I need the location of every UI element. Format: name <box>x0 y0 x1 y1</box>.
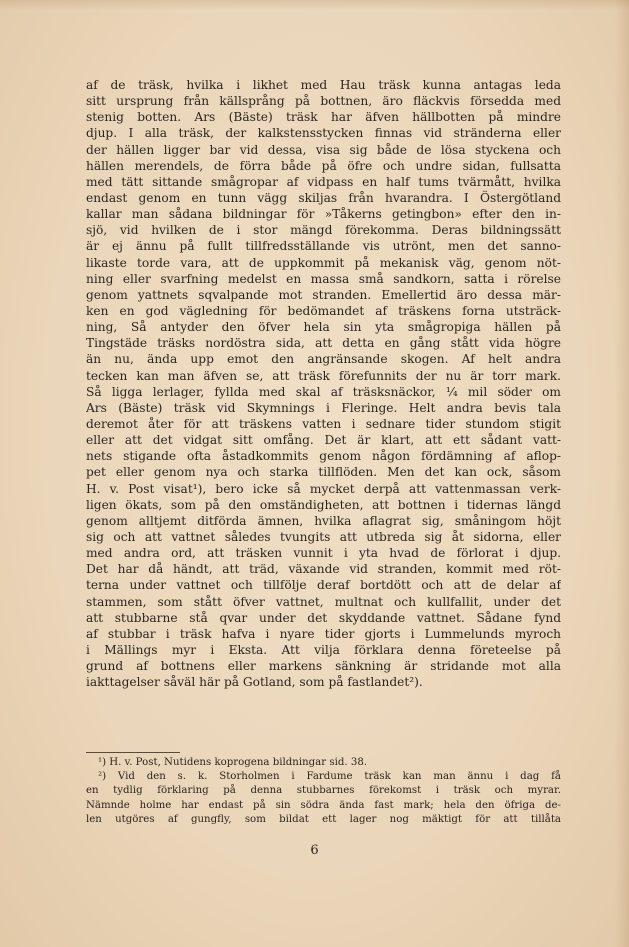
body-line-last: iakttagelser såväl här på Gotland, som på fastlandet²). <box>86 675 423 690</box>
body-line: af stubbar i träsk hafva i nyare tider gjorts i Lummelunds myroch <box>86 626 561 641</box>
footnote-2-line: Nämnde holme har endast på sin södra ända fast mark; hela den öfriga de- <box>86 799 561 811</box>
body-line: der hällen ligger bar vid dessa, visa sig både de lösa styckena och <box>86 142 561 157</box>
body-line: ning, Så antyder den öfver hela sin yta smågropiga hällen på <box>86 320 561 335</box>
footnote-2-line: len utgöres af gungfly, som bildat ett lager nog mäktigt för att tillåta <box>86 813 561 825</box>
body-line: än nu, ända upp emot den angränsande skogen. Af helt andra <box>86 352 561 367</box>
body-line: pet eller genom nya och starka tillflöden. Men det kan ock, såsom <box>86 465 561 480</box>
body-line: tecken kan man äfven se, att träsk förefunnits der nu är torr mark. <box>86 368 561 383</box>
page-number: 6 <box>310 843 319 858</box>
body-line: sitt ursprung från källsprång på bottnen, äro fläckvis försedda med <box>86 94 561 109</box>
body-line: ken en god vägledning för bedömandet af träskens forna utsträck- <box>86 303 561 318</box>
body-line: H. v. Post visat¹), bero icke så mycket derpå att vattenmassan verk- <box>86 481 561 496</box>
body-line: endast genom en tunn vägg skiljas från hvarandra. I Östergötland <box>86 190 561 205</box>
body-line: kallar man sådana bildningar för »Tåkerns getingbon» efter den in- <box>86 207 561 222</box>
footnotes <box>86 756 561 827</box>
body-line: sig och att vattnet således tvungits att utbreda sig åt sidorna, eller <box>86 529 561 544</box>
page-edge-shading-top <box>0 0 629 10</box>
body-line: ligen ökats, som på den omständigheten, att bottnen i tidernas längd <box>86 497 561 512</box>
body-line: genom yattnets sqvalpande mot stranden. Emellertid äro dessa mär- <box>86 287 561 302</box>
body-line: sjö, vid hvilken de i stor mängd förekomma. Deras bildningssätt <box>86 223 561 238</box>
body-line: af de träsk, hvilka i likhet med Hau träsk kunna antagas leda <box>86 78 561 92</box>
body-line: djup. I alla träsk, der kalkstensstycken finnas vid stränderna eller <box>86 126 561 141</box>
body-line: att stubbarne stå qvar under det skyddande vattnet. Sådane fynd <box>86 610 561 625</box>
body-line: med andra ord, att träsken vunnit i yta hvad de förlorat i djup. <box>86 546 561 561</box>
body-line: är ej ännu på fullt tillfredsställande vis utrönt, men det sanno- <box>86 239 561 254</box>
footnote-2-line: en tydlig förklaring på denna stubbarnes förekomst i träsk och myrar. <box>86 785 561 797</box>
body-line: Så ligga lerlager, fyllda med skal af träsksnäckor, ¼ mil söder om <box>86 384 561 399</box>
body-line: Tingstäde träsks nordöstra sida, att detta en gång stått vida högre <box>86 336 561 351</box>
footnote-2-line: ²) Vid den s. k. Storholmen i Fardume träsk kan man ännu i dag få <box>98 771 561 783</box>
body-text <box>86 77 561 690</box>
page-edge-shading-right <box>615 0 629 947</box>
body-line: terna under vattnet och tillfölje deraf bortdött och att de delar af <box>86 578 561 593</box>
body-line: eller att det vidgat sitt omfång. Det är klart, att ett sådant vatt- <box>86 433 561 448</box>
body-line: deremot åter för att träskens vatten i sednare tider stundom stigit <box>86 416 561 431</box>
body-line: stenig botten. Ars (Bäste) träsk har äfven hällbotten på mindre <box>86 110 561 125</box>
body-line: nets stigande ofta åstadkommits genom någon fördämning af aflop- <box>86 449 561 464</box>
footnote-separator <box>86 752 180 753</box>
body-line: grund af bottnens eller markens sänkning är stridande mot alla <box>86 659 561 674</box>
body-line: hällen merendels, de förra både på öfre och undre sidan, fullsatta <box>86 158 561 173</box>
body-line: ning eller svarfning medelst en massa små sandkorn, satta i rörelse <box>86 271 561 286</box>
body-line: likaste torde vara, att de uppkommit på mekanisk väg, genom nöt- <box>86 255 561 270</box>
body-line: Det har då händt, att träd, växande vid stranden, kommit med röt- <box>86 562 561 577</box>
body-line: Ars (Bäste) träsk vid Skymnings i Fleringe. Helt andra bevis tala <box>86 400 561 415</box>
body-line: i Mällings myr i Eksta. Att vilja förklara denna företeelse på <box>86 642 561 657</box>
body-line: genom alltjemt ditförda ämnen, hvilka aflagrat sig, småningom höjt <box>86 513 561 528</box>
body-line: med tätt sittande smågropar af vidpass en half tums tvärmått, hvilka <box>86 174 561 189</box>
body-line: stammen, som stått öfver vattnet, multnat och kullfallit, under det <box>86 594 561 609</box>
footnote-1: ¹) H. v. Post, Nutidens koprogena bildningar sid. 38. <box>98 757 368 768</box>
